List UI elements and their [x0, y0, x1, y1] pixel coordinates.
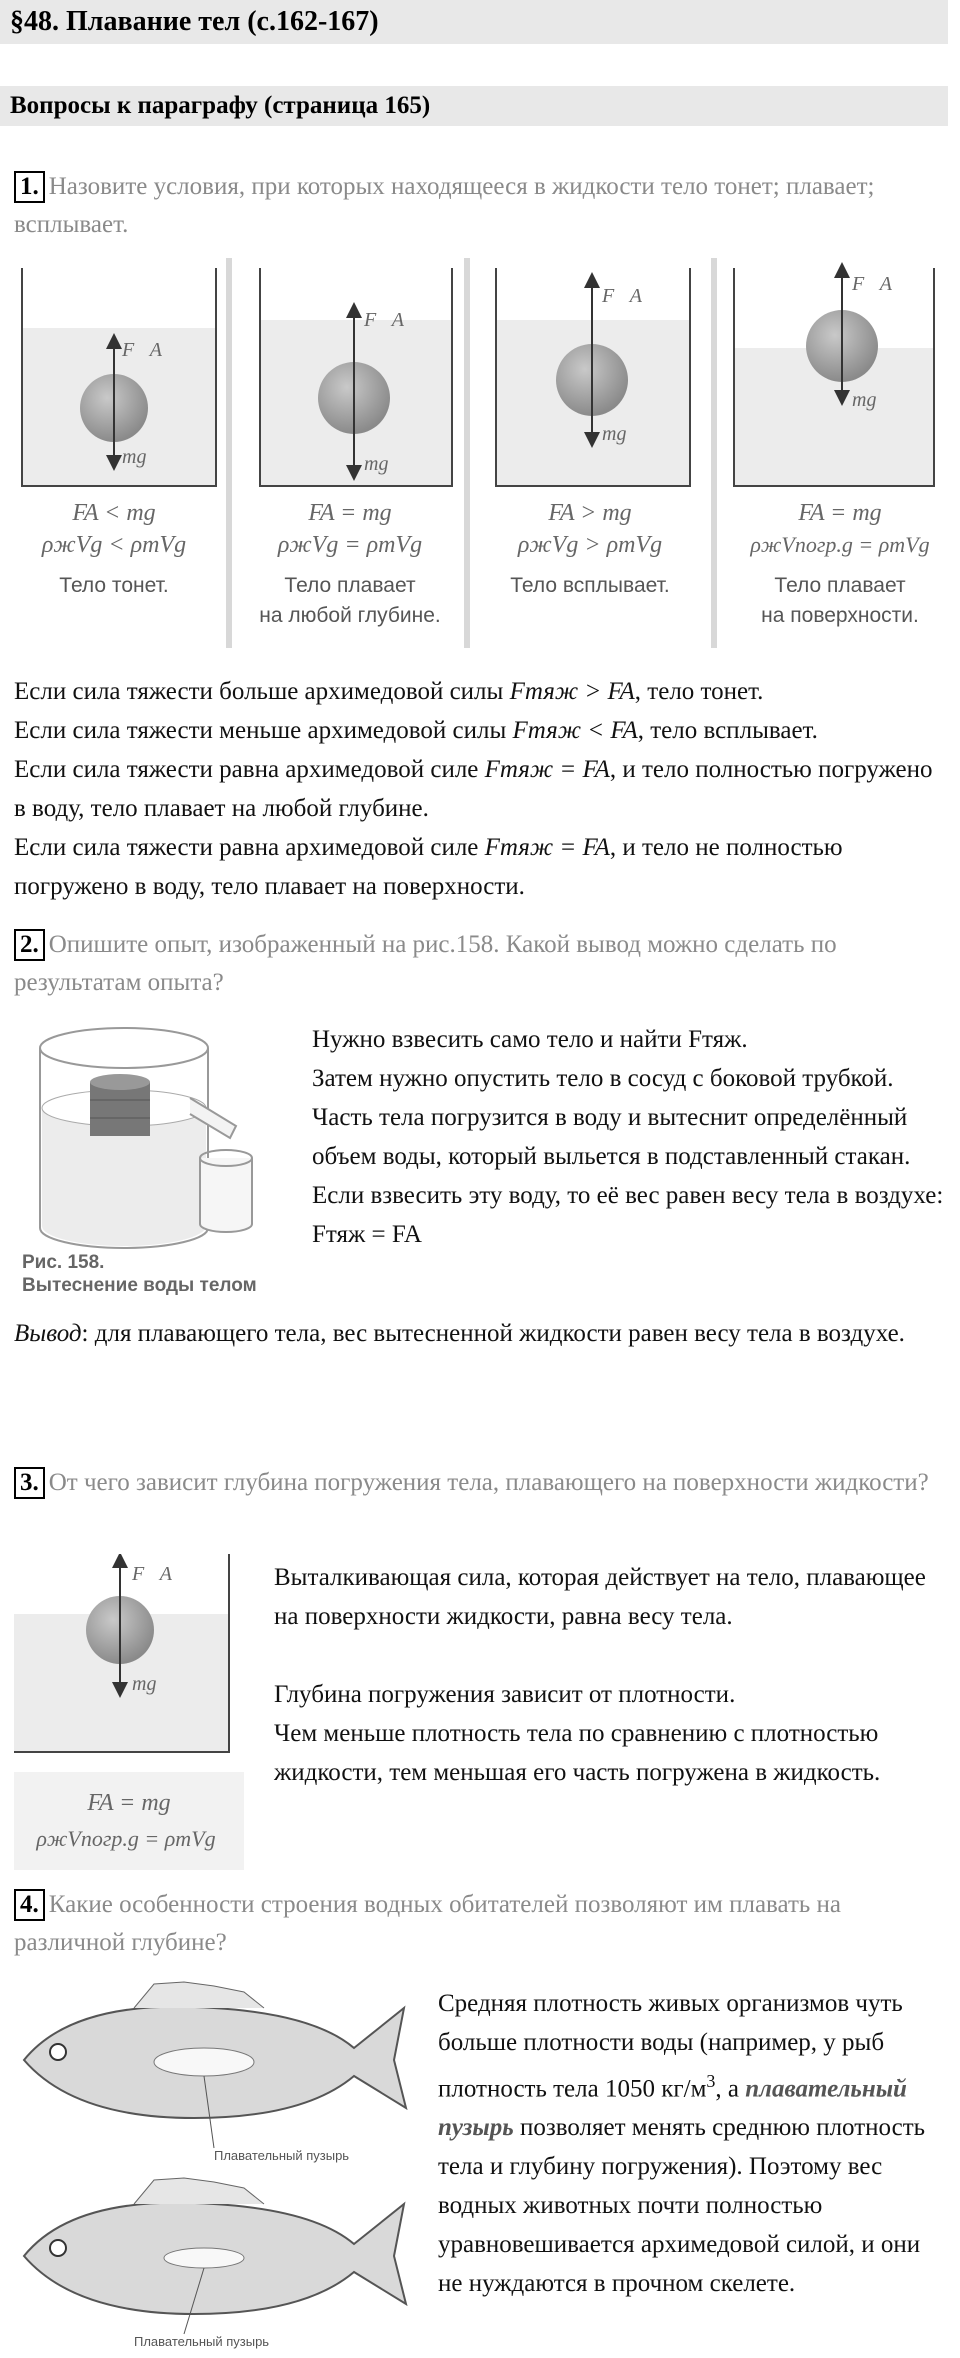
conclusion-label: Вывод [14, 1320, 82, 1347]
swim-bladder-term: плавательный пузырь [438, 2075, 907, 2142]
formula-2: ρжVg = ρтVg [277, 532, 423, 558]
question-1 [14, 168, 944, 244]
panel-caption: Тело тонет. [59, 574, 169, 597]
question-4 [14, 1886, 944, 1962]
buoyancy-figure [14, 258, 946, 648]
question-number: 4. [14, 1889, 45, 1921]
answer-4: Средняя плотность живых организмов чуть больше плотности воды (например, у рыб плотность тела 1050 $кг/м^3$, а плавательный пузырь позволяет менять среднюю плотность тела и глубину погружения). Поэтому вес водных животных почти полностью уравновешивается архимедовой силой, и они не нуждаются в прочном скелете. [438, 1990, 926, 2298]
answer-line: Выталкивающая сила, которая действует на тело, плавающее на поверхности жидкости, равна весу тела. [274, 1564, 926, 1630]
answer-line: Если сила тяжести меньше архимедовой силы Fтяж < FA, тело всплывает. [14, 717, 818, 744]
question-text: От чего зависит глубина погружения тела, плавающего на поверхности жидкости? [48, 1469, 929, 1496]
gravity-label: mg⃗ [364, 453, 404, 475]
question-number: 2. [14, 929, 45, 961]
answer-1 [14, 672, 944, 906]
formula: Fтяж < FA [512, 717, 638, 744]
answer-line: Глубина погружения зависит от плотности. [274, 1681, 736, 1708]
figure-caption: Вытеснение воды телом [22, 1275, 257, 1296]
question-number: 3. [14, 1467, 45, 1499]
gravity-label: mg⃗ [122, 446, 162, 468]
surface-float-figure [14, 1554, 244, 1870]
formula-2: ρжVg > ρтVg [517, 532, 663, 558]
page-title: §48. Плавание тел (с.162-167) [0, 0, 948, 44]
question-text: Назовите условия, при которых находящееся в жидкости тело тонет; плавает; всплывает. [14, 173, 875, 238]
displacement-figure [14, 1018, 276, 1298]
buoyant-force-label: F⃗A [852, 273, 892, 295]
gravity-label: mg⃗ [132, 1673, 172, 1695]
formula-2: ρжVпогр.g = ρтVg [750, 532, 930, 557]
panel-caption: Тело плавает [774, 574, 906, 597]
panel-caption-2: на любой глубине. [259, 604, 441, 627]
formula-1: FA = mg [798, 500, 882, 526]
formula-1: FA = mg [308, 500, 392, 526]
formula: Fтяж = FA [484, 756, 610, 783]
figure-caption-label: Рис. 158. [22, 1252, 105, 1273]
answer-line: Чем меньше плотность тела по сравнению с плотностью жидкости, тем меньшая его часть погружена в жидкость. [274, 1720, 881, 1786]
gravity-label: mg⃗ [602, 423, 642, 445]
swim-bladder-label: Плавательный пузырь [214, 2148, 350, 2163]
question-text: Опишите опыт, изображенный на рис.158. Какой вывод можно сделать по результатам опыта? [14, 931, 837, 996]
panel-caption: Тело всплывает. [510, 574, 670, 597]
answer-line: Если взвесить эту воду, то её вес равен весу тела в воздухе: Fтяж = FA [312, 1182, 944, 1248]
question-number: 1. [14, 171, 45, 203]
answer-line: Если сила тяжести равна архимедовой силе Fтяж = FA, и тело не полностью погружено в воду, тело плавает на поверхности. [14, 834, 843, 900]
formula: Fтяж > FA [509, 678, 635, 705]
formula-1: FA = mg [87, 1790, 171, 1816]
answer-line: Если сила тяжести равна архимедовой силе Fтяж = FA, и тело полностью погружено в воду, тело плавает на любой глубине. [14, 756, 933, 822]
panel-caption-2: на поверхности. [761, 604, 919, 627]
formula-2: ρжVg < ρтVg [41, 532, 187, 558]
section-subtitle: Вопросы к параграфу (страница 165) [0, 86, 948, 126]
question-2 [14, 926, 944, 1002]
answer-2 [312, 1020, 944, 1254]
answer-line: Затем нужно опустить тело в сосуд с боковой трубкой. Часть тела погрузится в воду и вытеснит определённый объем воды, который выльется в подставленный стакан. [312, 1065, 911, 1170]
buoyant-force-label: F⃗A [132, 1563, 172, 1585]
answer-line: Если сила тяжести больше архимедовой силы Fтяж > FA, тело тонет. [14, 678, 764, 705]
fish-figure [14, 1978, 414, 2354]
formula-1: FA > mg [548, 500, 632, 526]
formula: Fтяж = FA [484, 834, 610, 861]
buoyant-force-label: F⃗A [364, 309, 404, 331]
question-text: Какие особенности строения водных обитателей позволяют им плавать на различной глубине? [14, 1891, 842, 1956]
buoyant-force-label: F⃗A [602, 285, 642, 307]
conclusion: Вывод: для плавающего тела, вес вытесненной жидкости равен весу тела в воздухе. [14, 1320, 905, 1347]
buoyant-force-label: F⃗A [122, 339, 162, 361]
question-3 [14, 1464, 944, 1502]
answer-3 [274, 1558, 944, 1792]
swim-bladder-label: Плавательный пузырь [134, 2334, 270, 2349]
formula-2: ρжVпогр.g = ρтVg [36, 1826, 216, 1851]
answer-line: Нужно взвесить само тело и найти Fтяж. [312, 1026, 748, 1053]
formula-1: FA < mg [72, 500, 156, 526]
gravity-label: mg⃗ [852, 389, 892, 411]
panel-caption: Тело плавает [284, 574, 416, 597]
